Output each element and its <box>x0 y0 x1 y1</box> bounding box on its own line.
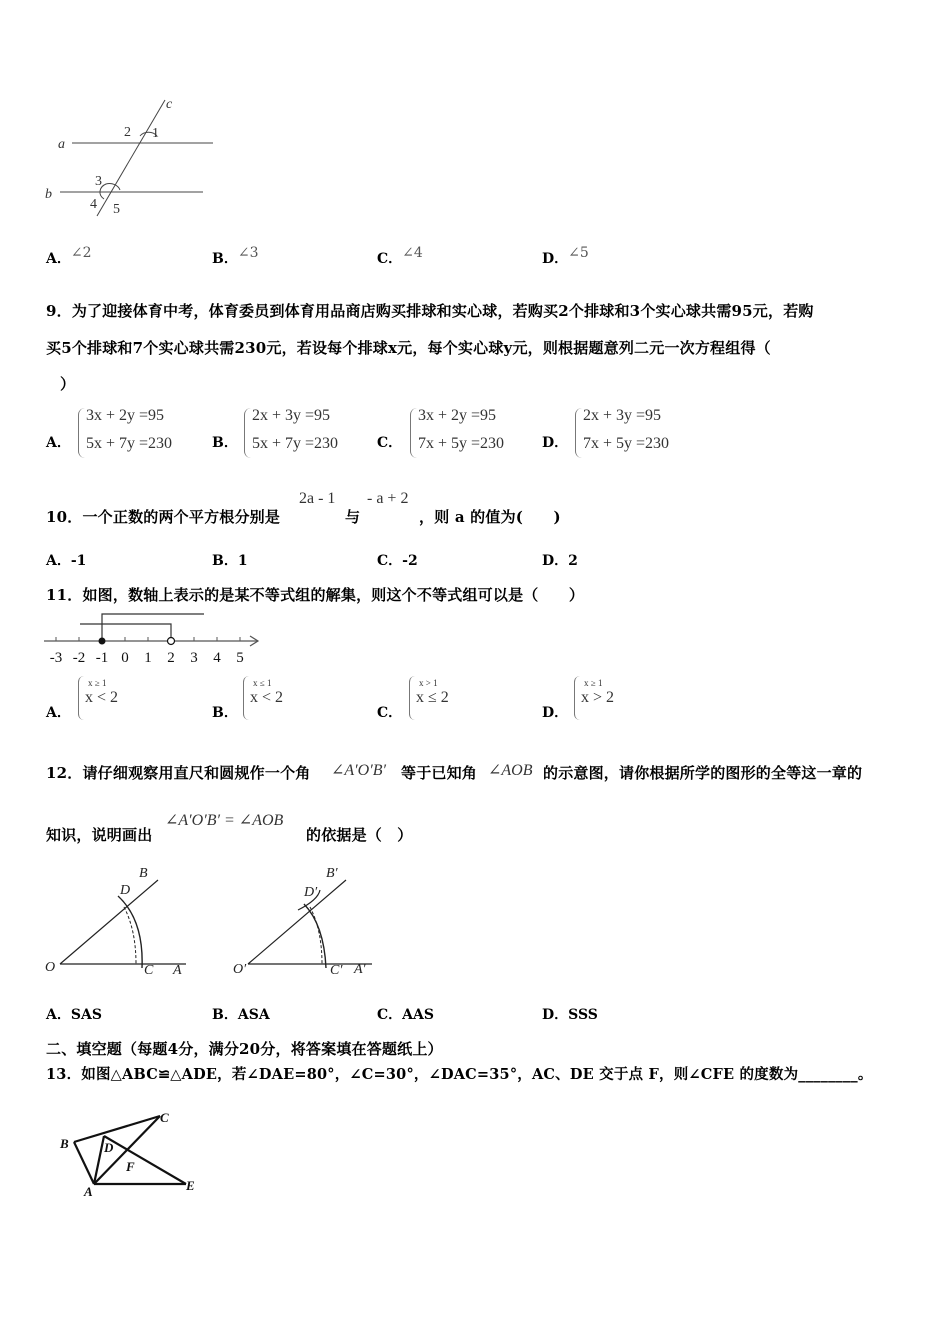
label-c: c <box>166 97 173 112</box>
inequality-1: x ≥ 1 <box>584 678 603 688</box>
q8-option-c[interactable]: C．∠4 <box>377 245 423 267</box>
q10-option-a[interactable]: A．-1 <box>46 553 87 569</box>
q9-option-a[interactable]: A． 3x + 2y =95 5x + 7y =230 <box>46 405 206 463</box>
equation-2: 7x + 5y =230 <box>583 435 670 452</box>
q9-line3: ） <box>60 375 76 393</box>
q12-line1-prefix: 12．请仔细观察用直尺和圆规作一个角 <box>46 764 311 782</box>
option-value: 2 <box>568 553 578 569</box>
svg-text:B: B <box>139 866 148 881</box>
tick-label: 4 <box>213 650 221 666</box>
inequality-2: x < 2 <box>85 689 119 706</box>
inequality-1: x > 1 <box>419 678 438 688</box>
label-a: a <box>58 137 65 152</box>
svg-text:O′: O′ <box>233 962 247 977</box>
q13-question: 13．如图△ABC≌△ADE，若∠DAE=80°，∠C=30°，∠DAC=35°，AC、DE 交于点 F，则∠CFE 的度数为________。 <box>46 1066 873 1083</box>
equation-1: 3x + 2y =95 <box>418 407 497 424</box>
label-5: 5 <box>113 202 120 217</box>
tick-label: 2 <box>167 650 175 666</box>
line-c <box>97 100 165 216</box>
q10-option-b[interactable]: B．1 <box>212 553 248 569</box>
q9-line1: 9．为了迎接体育中考，体育委员到体育用品商店购买排球和实心球，若购买2个排球和3个实心球共需95元，若购 <box>46 302 814 320</box>
option-value: AAS <box>402 1007 434 1023</box>
tick-label: 3 <box>190 650 198 666</box>
q10-mid: 与 <box>345 508 361 526</box>
q8-option-d[interactable]: D．∠5 <box>542 245 589 267</box>
q12-line1-mid: 等于已知角 <box>401 764 478 782</box>
number-line-figure <box>40 608 270 670</box>
svg-text:B′: B′ <box>326 866 338 881</box>
section-title: 二、填空题（每题4分，满分20分，将答案填在答题纸上） <box>46 1040 443 1058</box>
q10-option-c[interactable]: C．-2 <box>377 553 418 569</box>
triangle-congruence-figure <box>56 1106 216 1198</box>
option-value: -2 <box>402 553 418 569</box>
label-1: 1 <box>152 126 159 141</box>
tick-label: -1 <box>95 650 109 666</box>
q10-prefix: 10．一个正数的两个平方根分别是 <box>46 508 281 526</box>
svg-text:A: A <box>173 963 182 978</box>
inequality-2: x > 2 <box>581 689 615 706</box>
q10-expr2: - a + 2 <box>367 490 409 507</box>
q12-option-b[interactable]: B．ASA <box>212 1007 270 1023</box>
q12-option-d[interactable]: D．SSS <box>542 1007 598 1023</box>
tick-label: -3 <box>49 650 63 666</box>
q9-option-c[interactable]: C． 3x + 2y =95 7x + 5y =230 <box>377 405 537 463</box>
svg-text:A: A <box>84 1184 93 1198</box>
option-value: ∠4 <box>402 245 423 261</box>
q12-option-a[interactable]: A．SAS <box>46 1007 102 1023</box>
svg-text:C′: C′ <box>330 963 343 978</box>
tick-label: -2 <box>72 650 86 666</box>
equation-1: 2x + 3y =95 <box>252 407 331 424</box>
equation-2: 7x + 5y =230 <box>418 435 505 452</box>
equation-2: 5x + 7y =230 <box>252 435 339 452</box>
option-value: ASA <box>237 1007 270 1023</box>
tick-label: 0 <box>121 650 129 666</box>
q11-option-c[interactable]: C． x > 1 x ≤ 2 <box>377 678 449 721</box>
q12-angle2: ∠AOB <box>488 762 533 779</box>
svg-text:B: B <box>60 1136 69 1151</box>
open-point <box>168 638 175 645</box>
svg-text:E: E <box>186 1178 195 1193</box>
solution-bracket-left <box>102 614 204 641</box>
q10-suffix: ，则 a 的值为( ) <box>419 508 561 526</box>
q12-option-c[interactable]: C．AAS <box>377 1007 434 1023</box>
svg-text:O: O <box>45 960 56 975</box>
svg-text:D′: D′ <box>304 885 318 900</box>
label-3: 3 <box>95 174 102 189</box>
equation-1: 2x + 3y =95 <box>583 407 662 424</box>
inequality-1: x ≤ 1 <box>253 678 272 688</box>
svg-text:C: C <box>160 1110 169 1125</box>
closed-point <box>99 638 106 645</box>
q9-option-b[interactable]: B． 2x + 3y =95 5x + 7y =230 <box>212 405 372 463</box>
tick-label: 5 <box>236 650 244 666</box>
inequality-2: x < 2 <box>250 689 284 706</box>
q11-question: 11．如图，数轴上表示的是某不等式组的解集，则这个不等式组可以是（ ） <box>46 586 585 604</box>
label-b: b <box>45 187 52 202</box>
angle-construction-right <box>228 860 388 980</box>
svg-text:D: D <box>104 1140 114 1155</box>
q11-option-a[interactable]: A． x ≥ 1 x < 2 <box>46 678 119 721</box>
equation-1: 3x + 2y =95 <box>86 407 165 424</box>
q11-option-b[interactable]: B． x ≤ 1 x < 2 <box>212 678 284 721</box>
q11-option-d[interactable]: D． x ≥ 1 x > 2 <box>542 678 615 721</box>
option-value: ∠3 <box>237 245 259 261</box>
equation-2: 5x + 7y =230 <box>86 435 173 452</box>
option-value: SSS <box>568 1007 598 1023</box>
parallel-lines-figure <box>40 92 230 222</box>
q8-option-b[interactable]: B．∠3 <box>212 245 259 267</box>
q10-option-d[interactable]: D．2 <box>542 553 578 569</box>
option-value: ∠2 <box>70 245 92 261</box>
option-value: -1 <box>70 553 87 569</box>
option-value: 1 <box>237 553 248 569</box>
option-value: SAS <box>70 1007 102 1023</box>
q12-line1-suffix: 的示意图，请你根据所学的图形的全等这一章的 <box>543 764 863 782</box>
label-2: 2 <box>124 125 131 140</box>
angle-construction-left <box>40 860 200 980</box>
inequality-1: x ≥ 1 <box>88 678 107 688</box>
tick-label: 1 <box>144 650 152 666</box>
q12-equation: ∠A′O′B′ = ∠AOB <box>165 812 284 829</box>
label-4: 4 <box>90 197 97 212</box>
svg-text:A′: A′ <box>354 962 366 977</box>
svg-text:F: F <box>126 1159 135 1174</box>
q10-expr1: 2a - 1 <box>299 490 336 507</box>
q12-line2-suffix: 的依据是（ ） <box>306 826 413 844</box>
option-value: ∠5 <box>568 245 589 261</box>
q9-option-d[interactable]: D． 2x + 3y =95 7x + 5y =230 <box>542 405 702 463</box>
inequality-2: x ≤ 2 <box>416 689 449 706</box>
q9-line2: 买5个排球和7个实心球共需230元，若设每个排球x元，每个实心球y元，则根据题意列二元一次方程组得（ <box>46 339 771 357</box>
q12-angle1: ∠A′O′B′ <box>331 762 387 779</box>
q8-option-a[interactable]: A．∠2 <box>46 245 92 267</box>
q12-line2-prefix: 知识，说明画出 <box>46 826 153 844</box>
svg-text:D: D <box>120 883 131 898</box>
svg-text:C: C <box>144 963 154 978</box>
